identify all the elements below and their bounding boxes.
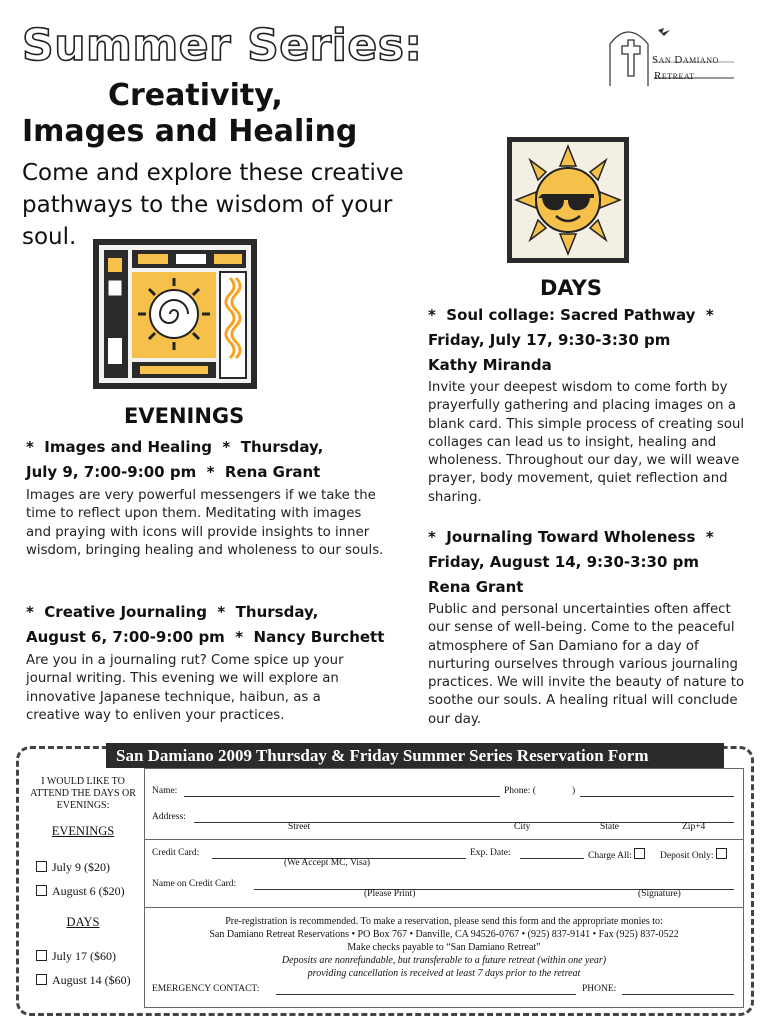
- name-field[interactable]: [184, 796, 500, 797]
- evenings-heading: EVENINGS: [124, 404, 245, 428]
- zip-label: Zip+4: [682, 822, 706, 832]
- accepted-cards-note: (We Accept MC, Visa): [284, 858, 371, 868]
- day-event-2-title: [428, 525, 758, 600]
- emergency-phone-field[interactable]: [622, 994, 734, 995]
- charge-all-option[interactable]: Charge All:: [588, 848, 650, 861]
- evening-event-1-title: [26, 435, 406, 485]
- emergency-phone-label: PHONE:: [582, 984, 617, 994]
- days-options-heading: DAYS: [66, 915, 100, 929]
- please-print-label: (Please Print): [364, 889, 416, 899]
- note-line-5: providing cancellation is received at least 7 days prior to the retreat: [307, 968, 581, 979]
- emergency-contact-field[interactable]: [276, 994, 576, 995]
- phone-label: Phone: (: [504, 786, 536, 796]
- state-label: State: [600, 822, 619, 832]
- evening-event-1-line-1: * Images and Healing * Thursday,: [26, 438, 324, 456]
- credit-card-label: Credit Card:: [152, 848, 200, 858]
- address-label: Address:: [152, 812, 186, 822]
- note-line-4: Deposits are nonrefundable, but transferable to a future retreat (within one year): [281, 955, 607, 966]
- evening-event-2-title: [26, 600, 406, 650]
- day-event-1-title: [428, 303, 758, 378]
- street-label: Street: [288, 822, 311, 832]
- note-line-1: Pre-registration is recommended. To make a reservation, please send this form and the appropriate monies to:: [225, 916, 663, 927]
- day-event-2-line-3: Rena Grant: [428, 578, 524, 596]
- signature-label: (Signature): [638, 889, 681, 899]
- option-august-6[interactable]: August 6 ($20): [36, 879, 144, 903]
- evening-event-1-description: Images are very powerful messengers if we take the time to reflect upon them. Meditating with images and praying with icons will provide insights to inner wisdom, bringing healing and wholeness to our souls.: [26, 488, 384, 558]
- san-damiano-logo: [608, 22, 738, 88]
- logo-line-2: Retreat: [654, 70, 695, 82]
- checkbox-icon[interactable]: [36, 950, 47, 961]
- phone-field[interactable]: [580, 796, 734, 797]
- checkbox-icon[interactable]: [36, 974, 47, 985]
- option-july-9[interactable]: July 9 ($20): [36, 855, 144, 879]
- day-event-2-description: Public and personal uncertainties often affect our sense of well-being. Come to the peaceful atmosphere of San Damiano for a day of nurturing ourselves through various journaling practices. We will invite the beauty of nature to soothe our souls. A healing ritual will conclude our day.: [428, 602, 745, 727]
- checkbox-icon[interactable]: [36, 861, 47, 872]
- day-event-1-line-1: * Soul collage: Sacred Pathway *: [428, 306, 714, 324]
- logo-line-1: San Damiano: [652, 54, 719, 66]
- attendance-options: [22, 776, 144, 992]
- exp-date-label: Exp. Date:: [470, 848, 511, 858]
- sun-sunglasses-illustration: [506, 136, 630, 264]
- days-heading: DAYS: [540, 276, 603, 300]
- checkbox-icon[interactable]: [36, 885, 47, 896]
- tagline: Come and explore these creative pathways to the wisdom of your soul.: [22, 160, 404, 250]
- day-event-1-line-2: Friday, July 17, 9:30-3:30 pm: [428, 331, 671, 349]
- registration-note: [144, 915, 744, 980]
- attendance-intro: I WOULD LIKE TO ATTEND THE DAYS OR EVENINGS:: [30, 776, 136, 811]
- emergency-contact-label: EMERGENCY CONTACT:: [152, 984, 260, 994]
- phone-paren: ): [572, 786, 576, 796]
- note-line-3: Make checks payable to “San Damiano Retreat”: [347, 942, 541, 953]
- option-august-14[interactable]: August 14 ($60): [36, 968, 144, 992]
- address-field[interactable]: [194, 822, 734, 823]
- day-event-2-line-1: * Journaling Toward Wholeness *: [428, 528, 714, 546]
- deposit-only-option[interactable]: Deposit Only:: [660, 848, 732, 861]
- note-line-2: San Damiano Retreat Reservations • PO Box 767 • Danville, CA 94526-0767 • (925) 837-9141 • Fax (925) 837-0522: [209, 929, 679, 940]
- checkbox-icon[interactable]: [716, 848, 727, 859]
- evenings-options-heading: EVENINGS: [51, 824, 115, 838]
- day-event-2-line-2: Friday, August 14, 9:30-3:30 pm: [428, 553, 700, 571]
- reservation-form-title: San Damiano 2009 Thursday & Friday Summer Series Reservation Form: [106, 743, 724, 768]
- evening-event-2-description: Are you in a journaling rut? Come spice up your journal writing. This evening we will explore an innovative Japanese technique, haibun, as a creative way to enliven your practices.: [26, 653, 344, 723]
- exp-date-field[interactable]: [520, 858, 584, 859]
- divider: [144, 907, 744, 908]
- subtitle-line-1: Creativity,: [108, 78, 283, 113]
- page-title: Summer Series:: [22, 20, 423, 71]
- name-label: Name:: [152, 786, 178, 796]
- collage-illustration: [92, 238, 258, 390]
- option-july-17[interactable]: July 17 ($60): [36, 944, 144, 968]
- day-event-1-description: Invite your deepest wisdom to come forth by prayerfully gathering and placing images on a blank card. This simple process of creating soul collages can lead us to insight, healing and wholeness. Throughout our day, we will weave prayer, body movement, quiet reflection and sharing.: [428, 380, 745, 505]
- divider: [144, 839, 744, 840]
- checkbox-icon[interactable]: [634, 848, 645, 859]
- evening-event-1-line-2: July 9, 7:00-9:00 pm * Rena Grant: [26, 463, 321, 481]
- city-label: City: [514, 822, 531, 832]
- day-event-1-line-3: Kathy Miranda: [428, 356, 552, 374]
- evening-event-2-line-2: August 6, 7:00-9:00 pm * Nancy Burchett: [26, 628, 385, 646]
- subtitle-line-2: Images and Healing: [22, 114, 358, 149]
- name-on-card-label: Name on Credit Card:: [152, 879, 237, 889]
- evening-event-2-line-1: * Creative Journaling * Thursday,: [26, 603, 319, 621]
